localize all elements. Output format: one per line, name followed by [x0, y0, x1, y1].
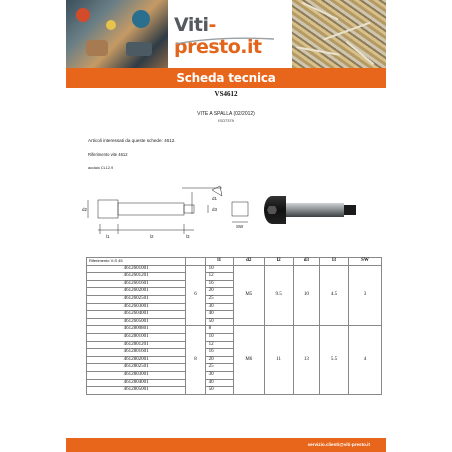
label-sw: SW — [236, 224, 244, 229]
cell-reference: 4612804001 — [87, 379, 186, 387]
cell-reference: 4612801601 — [87, 349, 186, 357]
table-row — [87, 265, 382, 273]
cell-l2: 11 — [264, 326, 293, 394]
product-subtitle: VITE A SPALLA (02/2012) — [197, 111, 255, 117]
col-d2: d2 — [233, 258, 264, 266]
logo-swoosh-icon — [176, 36, 274, 46]
col-d1 — [186, 258, 205, 266]
cell-l1: 30 — [205, 303, 233, 311]
cell-l1: 25 — [205, 295, 233, 303]
cell-d1: 6 — [186, 265, 205, 326]
cell-reference: 4612805001 — [87, 387, 186, 395]
cell-reference: 4612800801 — [87, 326, 186, 334]
cell-reference: 4612601201 — [87, 273, 186, 281]
col-l2: l2 — [264, 258, 293, 266]
cell-reference: 4612801201 — [87, 341, 186, 349]
material-note: acciaio CL12.9 — [88, 166, 114, 170]
footer-email[interactable]: servizio.clienti@viti-presto.it — [307, 442, 370, 447]
cell-sw: 3 — [349, 265, 382, 326]
col-reference: Riferimento V-S 45 — [87, 258, 186, 266]
col-l3: l3 — [320, 258, 349, 266]
cell-l1: 50 — [205, 387, 233, 395]
table-row — [87, 326, 382, 334]
cell-d3: 13 — [293, 326, 319, 394]
label-d1: d1 — [212, 196, 218, 201]
cell-reference: 4612605001 — [87, 318, 186, 326]
cell-l1: 20 — [205, 356, 233, 364]
cell-reference: 4612801001 — [87, 333, 186, 341]
banner-title: Scheda tecnica — [176, 71, 276, 85]
logo-text: Viti — [174, 14, 209, 36]
cell-reference: 4612604001 — [87, 311, 186, 319]
cell-reference: 4612803001 — [87, 371, 186, 379]
cell-l1: 8 — [205, 326, 233, 334]
cell-d3: 10 — [293, 265, 319, 326]
cell-d1: 8 — [186, 326, 205, 394]
screws-photo — [292, 0, 386, 68]
cell-l3: 4.5 — [320, 265, 349, 326]
cell-l1: 16 — [205, 280, 233, 288]
screw-render — [264, 196, 356, 224]
cell-l1: 50 — [205, 318, 233, 326]
cell-l3: 5.5 — [320, 326, 349, 394]
document-page — [66, 0, 386, 452]
cell-l1: 12 — [205, 273, 233, 281]
reference-note: Riferimento vite 4612 — [88, 152, 128, 157]
cell-sw: 4 — [349, 326, 382, 394]
cell-l1: 16 — [205, 349, 233, 357]
cell-l2: 9.5 — [264, 265, 293, 326]
col-l1: l1 — [205, 258, 233, 266]
cell-d2: M6 — [233, 326, 264, 394]
cell-reference: 4612601601 — [87, 280, 186, 288]
cell-l1: 12 — [205, 341, 233, 349]
label-l1: l1 — [106, 234, 110, 239]
product-code: VS4612 — [214, 90, 238, 98]
label-l2: l2 — [150, 234, 154, 239]
spec-table — [86, 257, 382, 395]
technical-drawing — [72, 178, 382, 248]
col-d3: d3 — [293, 258, 319, 266]
tools-photo — [66, 0, 168, 68]
cell-reference: 4612602501 — [87, 295, 186, 303]
logo-accent-text: -presto.it — [174, 14, 262, 58]
cell-l1: 40 — [205, 311, 233, 319]
cell-reference: 4612802501 — [87, 364, 186, 372]
cell-l1: 25 — [205, 364, 233, 372]
label-l3: l3 — [186, 234, 190, 239]
cell-reference: 4612602001 — [87, 288, 186, 296]
cell-reference: 4612603001 — [87, 303, 186, 311]
cell-l1: 20 — [205, 288, 233, 296]
col-sw: SW — [349, 258, 382, 266]
cell-reference: 4612601001 — [87, 265, 186, 273]
table-header-row — [87, 258, 382, 266]
label-d3: d3 — [212, 207, 218, 212]
brand-logo — [174, 14, 290, 58]
cell-l1: 30 — [205, 371, 233, 379]
articles-note: Articoli interessati da queste schede: 4612. — [88, 138, 176, 143]
iso-standard: ISO7379 — [218, 118, 234, 123]
cell-reference: 4612802001 — [87, 356, 186, 364]
cell-l1: 40 — [205, 379, 233, 387]
label-d2: d2 — [82, 207, 88, 212]
cell-l1: 10 — [205, 265, 233, 273]
header — [66, 0, 386, 68]
section-banner — [66, 68, 386, 88]
cell-l1: 10 — [205, 333, 233, 341]
cell-d2: M5 — [233, 265, 264, 326]
footer-bar — [66, 438, 386, 452]
